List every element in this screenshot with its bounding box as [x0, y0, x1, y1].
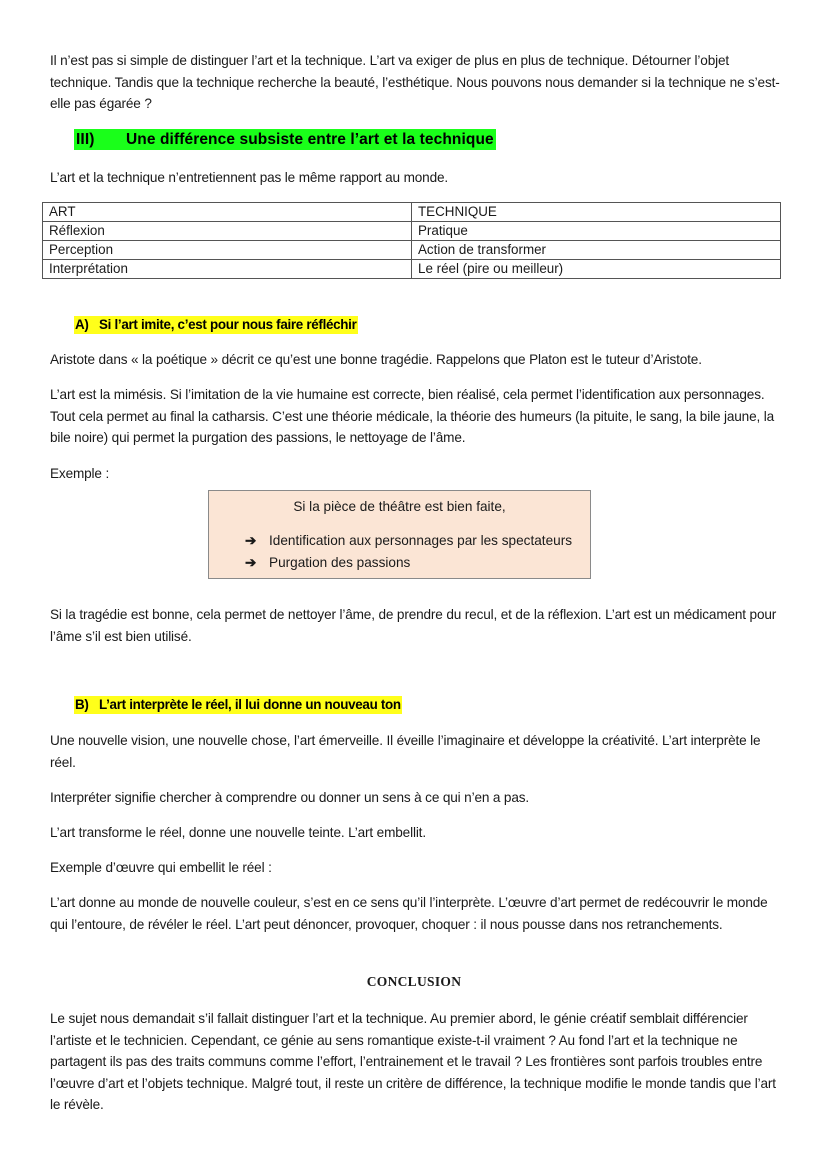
- section-3-heading: [74, 129, 496, 150]
- subsection-b-title: L’art interprète le réel, il lui donne un nouveau ton: [99, 697, 401, 712]
- example-intro: Si la pièce de théâtre est bien faite,: [293, 499, 506, 514]
- example-item: [245, 531, 572, 551]
- paragraph: Aristote dans « la poétique » décrit ce qu’est une bonne tragédie. Rappelons que Platon est le tuteur d’Aristote.: [50, 352, 702, 367]
- subsection-a-heading: [74, 316, 358, 334]
- table-header-row: [43, 203, 781, 222]
- paragraph: Exemple d’œuvre qui embellit le réel :: [50, 860, 272, 875]
- comparison-table: [42, 202, 781, 279]
- relation-sentence: L’art et la technique n’entretiennent pas le même rapport au monde.: [50, 170, 449, 185]
- subsection-b-number: B): [75, 697, 89, 712]
- example-item-text: Identification aux personnages par les spectateurs: [269, 533, 573, 548]
- table-header-art: ART: [43, 203, 412, 222]
- example-item: [245, 553, 410, 573]
- section-3-number: III): [76, 131, 95, 148]
- paragraph: L’art donne au monde de nouvelle couleur, s’est en ce sens qu’il l’interprète. L’œuvre d’art permet de redécouvrir le monde qui l’entoure, de révéler le réel. L’art peut dénoncer, provoquer, choquer : il nous pousse dans nos retranchements.: [50, 895, 768, 932]
- table-cell: Pratique: [412, 222, 781, 241]
- table-row: [43, 241, 781, 260]
- table-row: [43, 260, 781, 279]
- table-row: [43, 222, 781, 241]
- paragraph: L’art transforme le réel, donne une nouvelle teinte. L’art embellit.: [50, 825, 426, 840]
- subsection-a-number: A): [75, 317, 89, 332]
- example-label: Exemple :: [50, 466, 110, 481]
- table-cell: Réflexion: [43, 222, 412, 241]
- table-cell: Interprétation: [43, 260, 412, 279]
- example-item-text: Purgation des passions: [269, 555, 411, 570]
- paragraph: Si la tragédie est bonne, cela permet de nettoyer l’âme, de prendre du recul, et de la réflexion. L’art est un médicament pour l’âme s’il est bien utilisé.: [50, 607, 777, 644]
- intro-paragraph: Il n’est pas si simple de distinguer l’art et la technique. L’art va exiger de plus en plus de technique. Détourner l’objet technique. Tandis que la technique recherche la beauté, l’esthétique. Nous pouvons nous demander si la technique ne s’est-elle pas égarée ?: [50, 53, 780, 111]
- paragraph: Interpréter signifie chercher à comprendre ou donner un sens à ce qui n’en a pas.: [50, 790, 530, 805]
- table-cell: Action de transformer: [412, 241, 781, 260]
- example-box: [208, 490, 591, 579]
- table-cell: Perception: [43, 241, 412, 260]
- subsection-b-heading: [74, 696, 402, 714]
- table-cell: Le réel (pire ou meilleur): [412, 260, 781, 279]
- arrow-right-icon: ➔: [245, 533, 257, 548]
- section-3-title: Une différence subsiste entre l’art et la technique: [126, 131, 494, 148]
- conclusion-paragraph: Le sujet nous demandait s’il fallait distinguer l’art et la technique. Au premier abord, le génie créatif semblait différencier l’artiste et le technicien. Cependant, ce génie au sens romantique existe-t-il vraiment ? Au fond l’art et la technique ne partagent ils pas des traits communs comme l’effort, l’entrainement et le travail ? Les frontières sont parfois troubles entre l’œuvre d’art et l’objets technique. Malgré tout, il reste un critère de différence, la technique modifie le monde tandis que l’art le révèle.: [50, 1011, 776, 1112]
- paragraph: L’art est la mimésis. Si l’imitation de la vie humaine est correcte, bien réalisé, cela permet l’identification aux personnages. Tout cela permet au final la catharsis. C’est une théorie médicale, la théorie des humeurs (la pituite, le sang, la bile jaune, la bile noire) qui permet la purgation des passions, le nettoyage de l’âme.: [50, 387, 775, 445]
- paragraph: Une nouvelle vision, une nouvelle chose, l’art émerveille. Il éveille l’imaginaire et développe la créativité. L’art interprète le réel.: [50, 733, 761, 770]
- conclusion-title: CONCLUSION: [366, 974, 462, 989]
- subsection-a-title: Si l’art imite, c’est pour nous faire réfléchir: [99, 317, 357, 332]
- arrow-right-icon: ➔: [245, 555, 257, 570]
- table-header-technique: TECHNIQUE: [412, 203, 781, 222]
